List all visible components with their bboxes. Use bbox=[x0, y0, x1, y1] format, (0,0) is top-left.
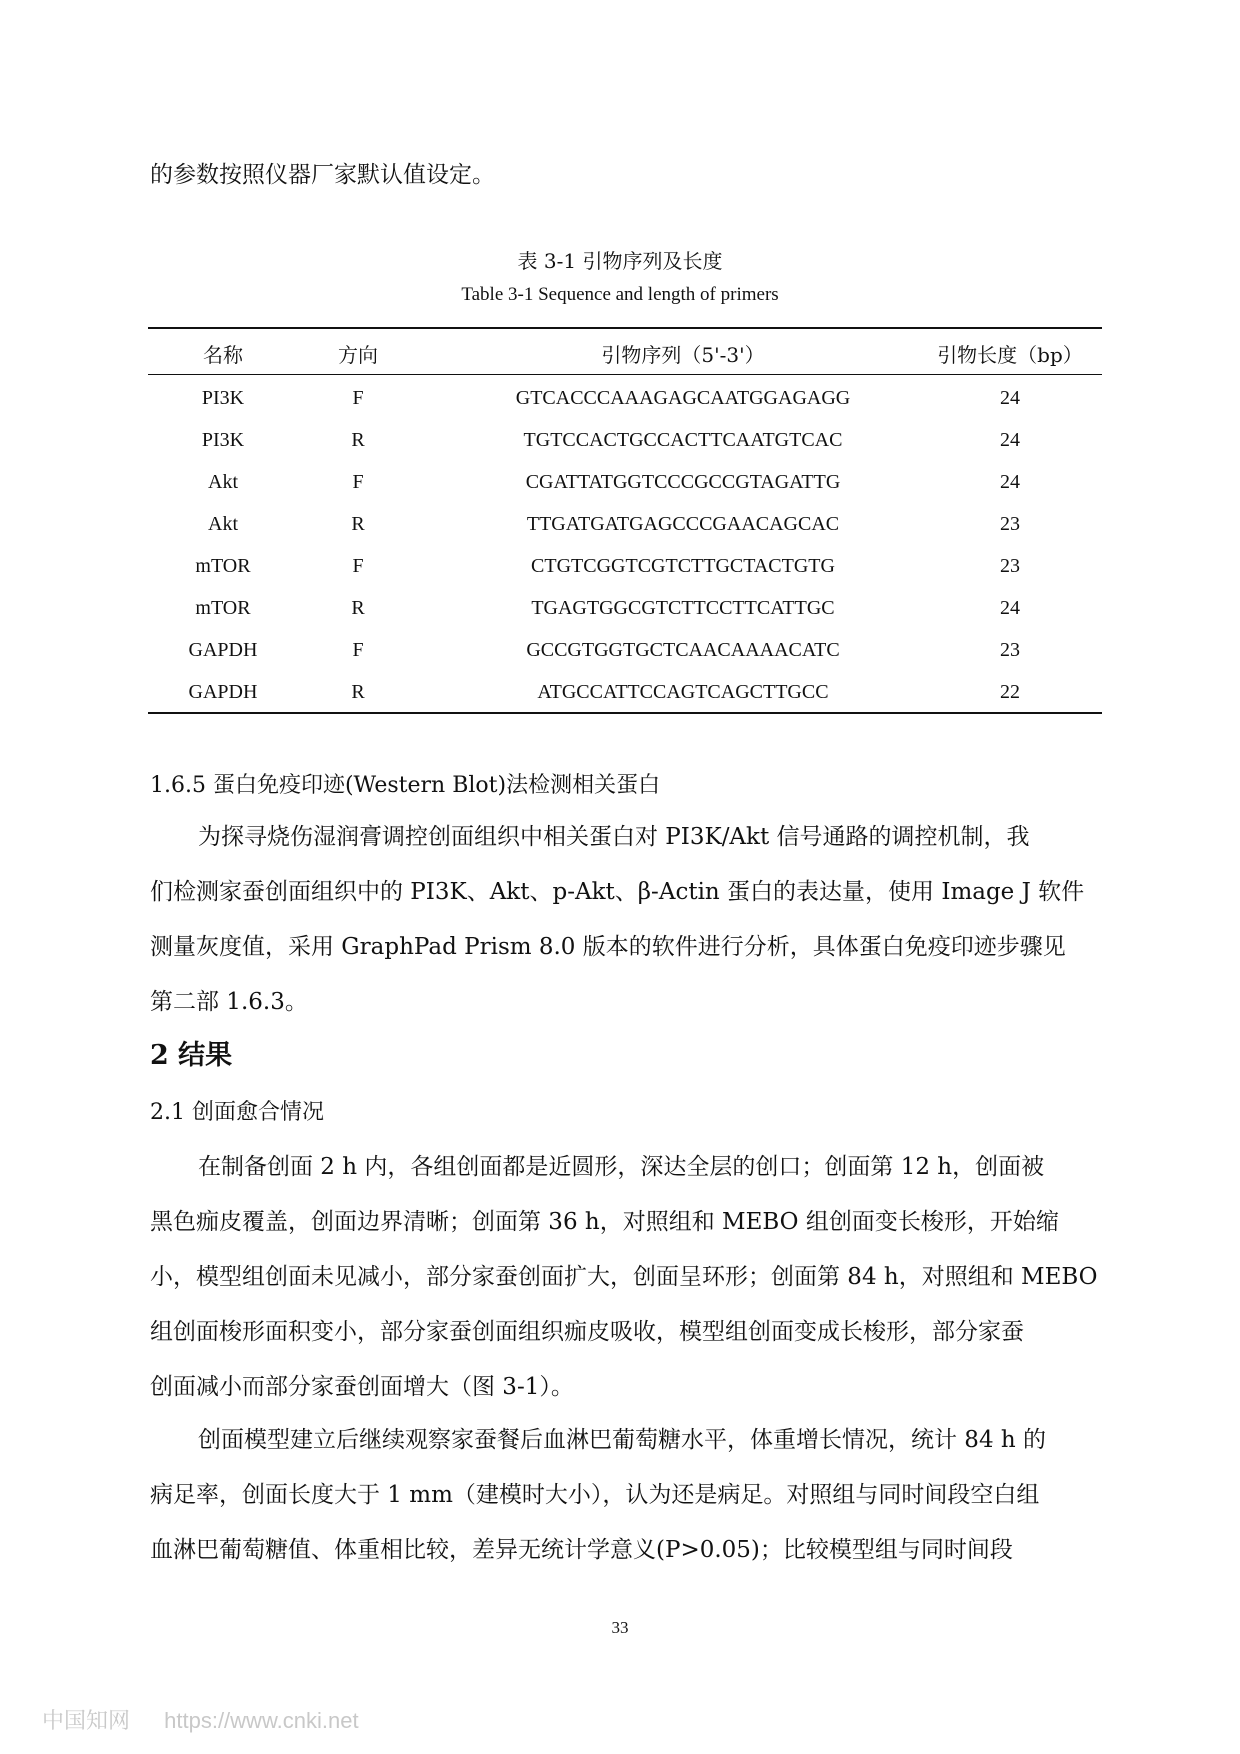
cell-length: 24 bbox=[1000, 597, 1020, 619]
header-sequence: 引物序列（5'-3'） bbox=[601, 343, 765, 367]
cell-sequence: GCCGTGGTGCTCAACAAAACATC bbox=[526, 639, 840, 661]
paragraph-line: 第二部 1.6.3。 bbox=[150, 989, 308, 1015]
cell-length: 24 bbox=[1000, 387, 1020, 409]
cell-sequence: TGTCCACTGCCACTTCAATGTCAC bbox=[523, 429, 843, 451]
cell-name: Akt bbox=[208, 513, 238, 535]
paragraph-line: 们检测家蚕创面组织中的 PI3K、Akt、p-Akt、β-Actin 蛋白的表达量，使用 Image J 软件 bbox=[150, 879, 1085, 905]
paragraph-wound-healing bbox=[150, 1140, 1104, 1415]
cell-direction: R bbox=[351, 513, 365, 535]
paragraph-line: 为探寻烧伤湿润膏调控创面组织中相关蛋白对 PI3K/Akt 信号通路的调控机制，我 bbox=[198, 824, 1030, 850]
cell-length: 24 bbox=[1000, 471, 1020, 493]
page-number: 33 bbox=[611, 1618, 629, 1637]
cell-sequence: ATGCCATTCCAGTCAGCTTGCC bbox=[537, 681, 829, 703]
paragraph-line: 组创面梭形面积变小，部分家蚕创面组织痂皮吸收，模型组创面变成长梭形，部分家蚕 bbox=[150, 1319, 1024, 1345]
cell-direction: R bbox=[351, 597, 365, 619]
cell-sequence: CTGTCGGTCGTCTTGCTACTGTG bbox=[531, 555, 835, 577]
cell-sequence: GTCACCCAAAGAGCAATGGAGAGG bbox=[515, 387, 851, 409]
cell-direction: F bbox=[352, 387, 364, 409]
cell-length: 23 bbox=[1000, 555, 1020, 577]
table-caption-cn: 表 3-1 引物序列及长度 bbox=[517, 249, 723, 273]
cell-sequence: TGAGTGGCGTCTTCCTTCATTGC bbox=[531, 597, 835, 619]
paragraph-line: 血淋巴葡萄糖值、体重相比较，差异无统计学意义(P>0.05)；比较模型组与同时间段 bbox=[150, 1537, 1013, 1563]
paragraph-line: 黑色痂皮覆盖，创面边界清晰；创面第 36 h，对照组和 MEBO 组创面变长梭形，开始缩 bbox=[150, 1209, 1059, 1235]
section-heading-2-1: 2.1 创面愈合情况 bbox=[150, 1100, 324, 1125]
cell-length: 23 bbox=[1000, 513, 1020, 535]
watermark-brand: 中国知网 bbox=[42, 1708, 131, 1733]
cell-length: 23 bbox=[1000, 639, 1020, 661]
cell-length: 24 bbox=[1000, 429, 1020, 451]
cell-sequence: TTGATGATGAGCCCGAACAGCAC bbox=[526, 513, 840, 535]
header-name: 名称 bbox=[203, 343, 243, 367]
table-top-rule bbox=[148, 327, 1102, 329]
cell-direction: F bbox=[352, 639, 364, 661]
paragraph-line: 病足率，创面长度大于 1 mm（建模时大小），认为还是病足。对照组与同时间段空白组 bbox=[150, 1482, 1040, 1508]
paragraph-western-blot bbox=[150, 810, 1104, 1030]
cell-name: mTOR bbox=[195, 597, 251, 619]
continuation-text: 的参数按照仪器厂家默认值设定。 bbox=[150, 162, 495, 188]
table-caption-en: Table 3-1 Sequence and length of primers bbox=[461, 284, 779, 305]
cell-direction: R bbox=[351, 429, 365, 451]
table-header-rule bbox=[148, 374, 1102, 375]
cell-name: mTOR bbox=[195, 555, 251, 577]
cell-name: Akt bbox=[208, 471, 238, 493]
cell-name: PI3K bbox=[201, 429, 245, 451]
table-bottom-rule bbox=[148, 712, 1102, 714]
cell-direction: R bbox=[351, 681, 365, 703]
section-heading-2: 2 结果 bbox=[150, 1040, 233, 1071]
paragraph-blood-glucose bbox=[150, 1413, 1104, 1578]
header-length: 引物长度（bp） bbox=[937, 343, 1083, 367]
watermark-url: https://www.cnki.net bbox=[164, 1708, 359, 1733]
paragraph-line: 测量灰度值，采用 GraphPad Prism 8.0 版本的软件进行分析，具体蛋白免疫印迹步骤见 bbox=[150, 934, 1066, 960]
paragraph-line: 在制备创面 2 h 内，各组创面都是近圆形，深达全层的创口；创面第 12 h，创面被 bbox=[198, 1154, 1045, 1180]
cell-name: PI3K bbox=[201, 387, 245, 409]
cell-name: GAPDH bbox=[188, 639, 258, 661]
paragraph-line: 创面减小而部分家蚕创面增大（图 3-1）。 bbox=[150, 1374, 574, 1400]
header-direction: 方向 bbox=[338, 343, 378, 367]
cell-direction: F bbox=[352, 555, 364, 577]
cell-length: 22 bbox=[1000, 681, 1020, 703]
paragraph-line: 小，模型组创面未见减小，部分家蚕创面扩大，创面呈环形；创面第 84 h，对照组和 MEBO bbox=[150, 1264, 1098, 1290]
cell-direction: F bbox=[352, 471, 364, 493]
cell-name: GAPDH bbox=[188, 681, 258, 703]
cell-sequence: CGATTATGGTCCCGCCGTAGATTG bbox=[525, 471, 841, 493]
paragraph-line: 创面模型建立后继续观察家蚕餐后血淋巴葡萄糖水平，体重增长情况，统计 84 h 的 bbox=[198, 1427, 1047, 1453]
section-heading-1-6-5: 1.6.5 蛋白免疫印迹(Western Blot)法检测相关蛋白 bbox=[150, 773, 661, 798]
watermark bbox=[42, 1704, 387, 1735]
